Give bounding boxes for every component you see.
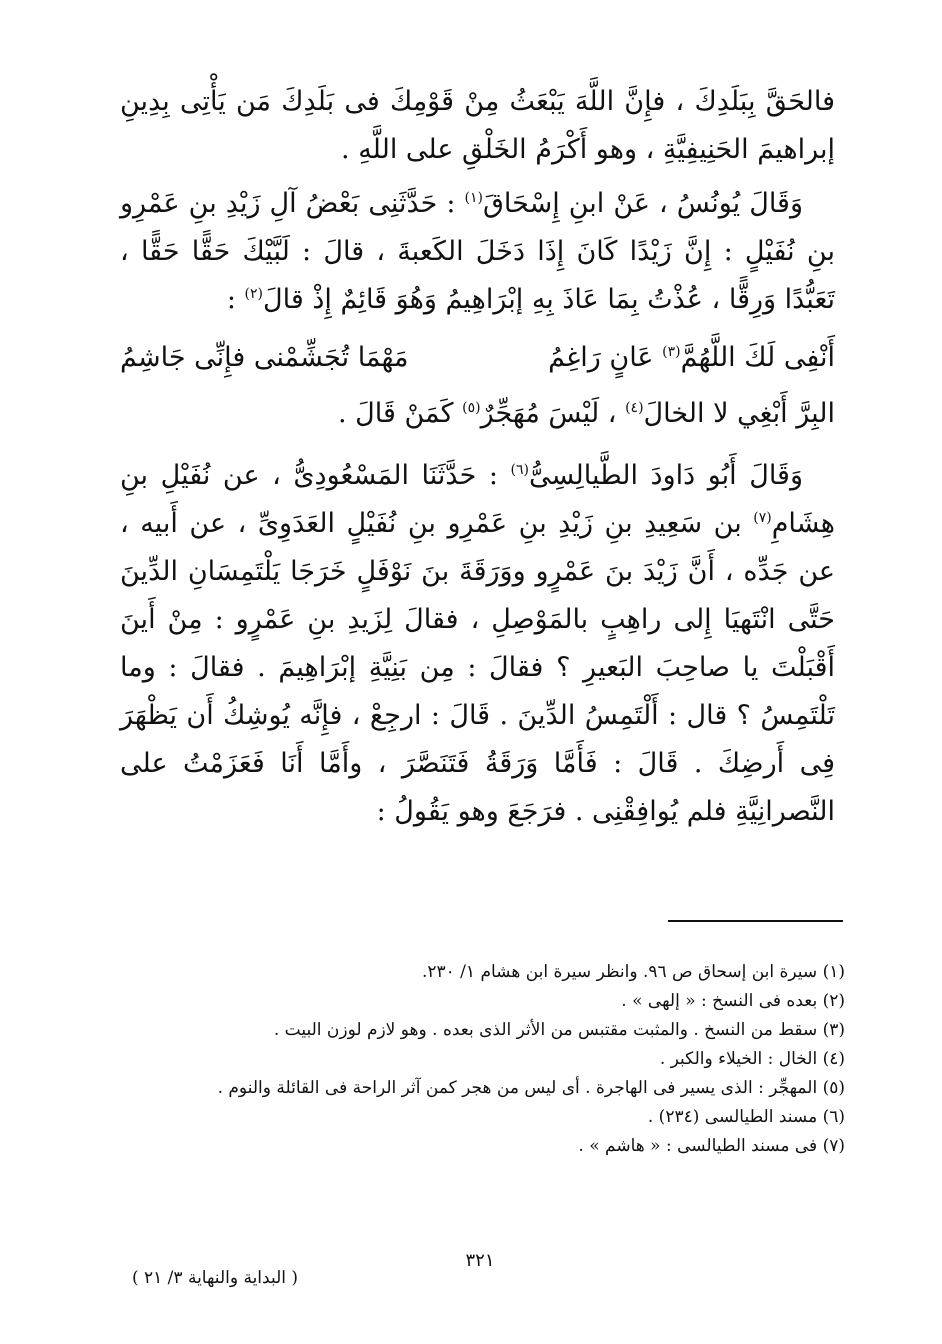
book-reference: ( البداية والنهاية ٣/ ٢١ ) — [131, 1268, 299, 1288]
footnote-ref-1: (١) — [464, 190, 483, 206]
paragraph-1: فالحَقَّ بِبَلَدِكَ ، فإِنَّ اللَّهَ يَبْعَثُ مِنْ قَوْمِكَ فى بَلَدِكَ مَن يَأْتِى بِدِينِ إبراهيمَ الحَنِيفِيَّةِ ، وهو أَكْرَمُ الخَلْقِ على اللَّهِ . — [120, 86, 835, 165]
footnote-7: (٧) فى مسند الطيالسى : « هاشم » . — [578, 1136, 845, 1156]
footnote-ref-6: (٦) — [510, 462, 529, 478]
footnote-6: (٦) مسند الطيالسى (٢٣٤) . — [647, 1107, 845, 1127]
verse-hemistich-2: مَهْمَا تُجَشِّمْنى فإِنِّى جَاشِمُ — [120, 342, 409, 373]
paragraph-2-part-a: وَقَالَ يُونُسُ ، عَنْ ابنِ إِسْحَاقَ — [482, 188, 803, 219]
verse-hemistich-1-a: أَنْفِى لَكَ اللَّهُمَّ — [680, 342, 835, 373]
verse-hemistich-1-b: عَانٍ رَاغِمُ — [548, 342, 663, 373]
verse-hemistich-3-a: البِرَّ أَبْغِي لا الخالَ — [643, 398, 835, 429]
footnote-2: (٢) بعده فى النسخ : « إلهى » . — [621, 991, 845, 1011]
verse-hemistich-1 — [548, 334, 835, 382]
footnote-4: (٤) الخال : الخيلاء والكبر . — [659, 1049, 845, 1069]
footnote-ref-2: (٢) — [244, 286, 264, 302]
paragraph-3 — [120, 452, 835, 836]
footnotes — [160, 958, 845, 1161]
paragraph-3-part-c: بن سَعِيدِ بنِ زَيْدِ بنِ عَمْرِو بنِ نُفَيْلٍ العَدَوِىِّ ، عن أَبيه ، عن جَدِّه ، أَنَّ زَيْدَ بنَ عَمْرٍو ووَرَقَةَ بنَ نَوْفَلٍ خَرَجَا يَلْتَمِسَانِ الدِّينَ حَتَّى انْتَهيَا إِلى راهِبٍ بالمَوْصِلِ ، فقالَ لِزَيدِ بنِ عَمْرٍو : مِنْ أَينَ أَقْبَلْتَ يا صاحِبَ البَعيرِ ؟ فقالَ : مِن بَنِيَّةِ إبْرَاهِيمَ . فقالَ : وما تَلْتَمِسُ ؟ قال : أَلْتَمِسُ الدِّينَ . قَالَ : ارجِعْ ، فإِنَّه يُوشِكُ أَن يَظْهَرَ فِى أَرضِكَ . قَالَ : فَأَمَّا وَرَقَةُ فَتَنَصَّرَ ، وأَمَّا أَنَا فَعَزَمْتُ على النَّصرانِيَّةِ فلم يُوافِقْنِى . فرَجَعَ وهو يَقُولُ : — [120, 508, 835, 827]
verse-line-2 — [120, 386, 835, 442]
footnote-5: (٥) المهجِّر : الذى يسير فى الهاجرة . أى ليس من هجر كمن آثر الراحة فى القائلة والنوم . — [217, 1078, 845, 1098]
footnote-3: (٣) سقط من النسخ . والمثبت مقتبس من الأثر الذى بعده . وهو لازم لوزن البيت . — [273, 1020, 845, 1040]
footnote-ref-3: (٣) — [662, 344, 681, 360]
verse-line-1 — [120, 330, 835, 386]
main-text — [120, 78, 835, 842]
verse-hemistich-3 — [338, 390, 835, 438]
footnote-ref-7: (٧) — [753, 510, 772, 526]
paragraph-2-part-b: : حَدَّثَنِى بَعْضُ آلِ زَيْدِ بنِ عَمْرِو بنِ نُفَيْلٍ : إِنَّ زَيْدًا كَانَ إِذَا دَخَلَ الكَعبةَ ، قالَ : لَبَّيْكَ حَقًّا حَقًّا ، تَعَبُّدًا وَرِقًّا ، عُذْتُ بِمَا عَاذَ بِهِ إبْرَاهِيمُ وَهُوَ قَائِمٌ إِذْ قالَ — [120, 188, 835, 315]
paragraph-2-part-c: : — [226, 284, 245, 315]
footnote-separator — [668, 920, 843, 922]
verse-hemistich-3-c: كَمَنْ قَالَ . — [337, 398, 463, 429]
page-number: ٣٢١ — [465, 1250, 495, 1271]
footnote-ref-4: (٤) — [625, 400, 644, 416]
paragraph-3-part-b: : حَدَّثَنَا المَسْعُودِىُّ ، عن نُفَيْلِ بنِ هِشَامِ — [120, 460, 835, 539]
paragraph-2 — [120, 180, 835, 324]
verse-hemistich-3-b: ، لَيْسَ مُهَجِّرٌ — [480, 398, 626, 429]
footnote-ref-5: (٥) — [462, 400, 481, 416]
poem-verse — [120, 330, 835, 442]
paragraph-3-part-a: وَقَالَ أَبُو دَاودَ الطَّيالِسِىُّ — [528, 460, 803, 491]
footnote-1: (١) سيرة ابن إسحاق ص ٩٦. وانظر سيرة ابن هشام ١/ ٢٣٠. — [421, 962, 845, 982]
